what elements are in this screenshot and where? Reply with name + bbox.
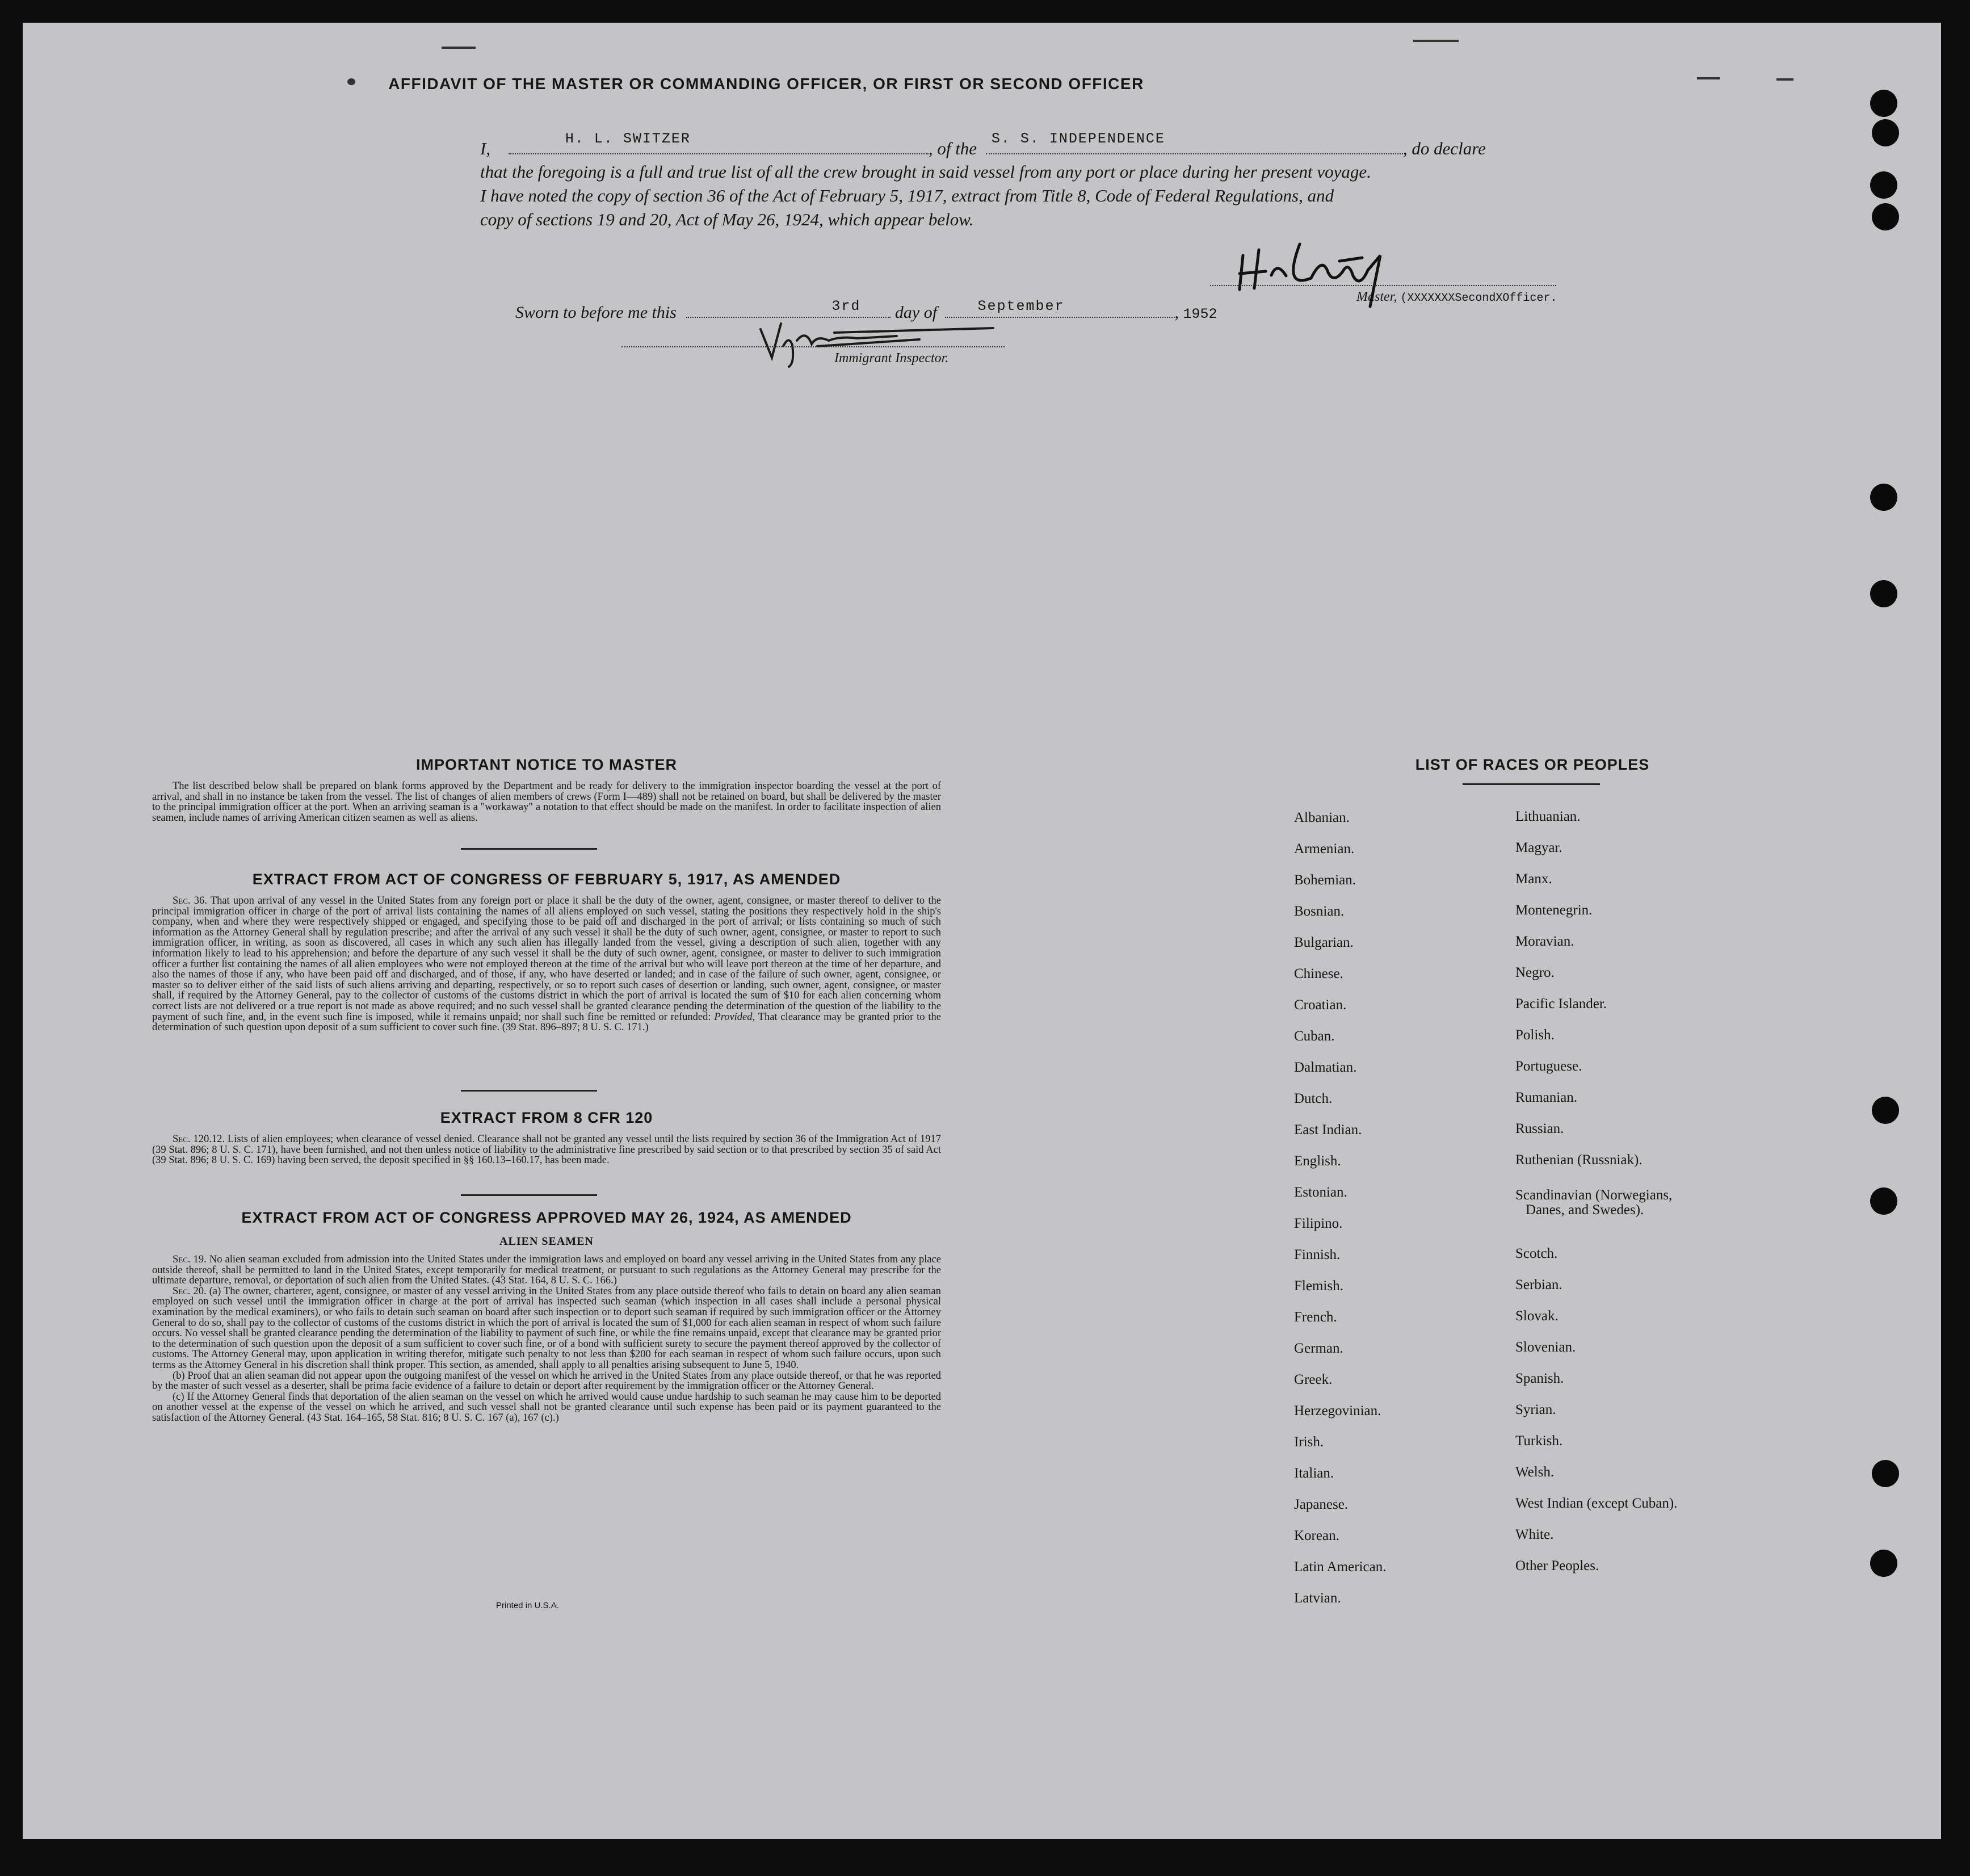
sworn-line: Sworn to before me this 3rd day of September , 1952 (515, 298, 1217, 322)
race-item: Rumanian. (1515, 1090, 1578, 1105)
day-of-label: day of (894, 303, 938, 322)
race-item: French. (1294, 1310, 1337, 1325)
punch-hole (1872, 119, 1899, 146)
extract-1917-title: EXTRACT FROM ACT OF CONGRESS OF FEBRUARY 5, 1917, AS AMENDED (252, 871, 841, 888)
sec20b-text: (b) Proof that an alien seaman did not appear upon the outgoing manifest of the vessel on which he arrived in the United States from any place outside thereof, or that he was reported by the master of such vessel as a deserter, shall be prima facie evidence of a failure to detain or deport after requirement by the immigration officer or the Attorney General. (152, 1370, 941, 1392)
sec19-text: No alien seaman excluded from admission into the United States under the immigration laws and employed on board any vessel arriving in the United States from any place outside thereof, shall be permitted to land in the United States, except temporarily for medical treatment, or pursuant to such regulations as the Attorney General may prescribe for the ultimate departure, removal, or deportation of such alien from the United States. (43 Stat. 164, 8 U. S. C. 166.) (152, 1254, 942, 1287)
notice-text: The list described below shall be prepared on blank forms approved by the Department and be ready for delivery to the immigration inspector boarding the vessel at the port of arrival, and shall in no instance be taken from the vessel. The list of changes of alien members of crews (Form I—489) shall not be retained on board, but shall be delivered by the master to the principal immigration officer at the port. When an arriving seaman is a "workaway" a notation to that effect should be made on the manifest. In order to facilitate inspection of alien seamen, include names of arriving American citizen seamen as well as aliens. (152, 780, 941, 824)
notice-title: IMPORTANT NOTICE TO MASTER (416, 756, 677, 773)
extract-cfr-title: EXTRACT FROM 8 CFR 120 (440, 1109, 653, 1126)
master-signature-line (1210, 285, 1556, 286)
race-item: Croatian. (1294, 997, 1347, 1013)
vessel-name-field (986, 131, 1403, 154)
master-caption-label: Master, (1356, 289, 1397, 304)
race-item: Syrian. (1515, 1402, 1556, 1417)
scan-mark (1776, 78, 1793, 81)
race-item: Spanish. (1515, 1371, 1564, 1386)
race-item: Magyar. (1515, 840, 1562, 855)
race-item: Welsh. (1515, 1464, 1555, 1480)
race-item: Polish. (1515, 1027, 1555, 1043)
race-item: Flemish. (1294, 1278, 1343, 1294)
race-item: Negro. (1515, 965, 1555, 980)
punch-hole (1870, 580, 1897, 607)
document-page (23, 23, 1941, 1839)
race-item: Bulgarian. (1294, 935, 1354, 950)
race-item: Lithuanian. (1515, 809, 1581, 824)
sec36-text-end: That clearance may be granted prior to the determination of such question upon deposit of a sum sufficient to cover such fine. (39 Stat. 896–897; 8 U. S. C. 171.) (152, 1011, 942, 1034)
scan-mark (1413, 40, 1459, 42)
affidavit-title: AFFIDAVIT OF THE MASTER OR COMMANDING OFFICER, OR FIRST OR SECOND OFFICER (388, 75, 1144, 93)
race-item: Dutch. (1294, 1091, 1333, 1106)
punch-hole (1872, 203, 1899, 230)
race-item: Italian. (1294, 1466, 1334, 1481)
race-item: Estonian. (1294, 1185, 1347, 1200)
race-item: Herzegovinian. (1294, 1403, 1381, 1418)
punch-hole (1870, 1187, 1897, 1215)
sworn-month-value: September (977, 298, 1065, 314)
sec120-text: Lists of alien employees; when clearance of vessel denied. Clearance shall not be granted any vessel until the lists required by section 36 of the Immigration Act of 1917 (39 Stat. 896; 8 U. S. C. 171), have been furnished, and not then unless notice of liability to the administrative fine prescribed by said section or to that prescribed by section 35 of said Act (39 Stat. 896; 8 U. S. C. 169) having been served, the deposit specified in §§ 160.13–160.17, has been made. (152, 1134, 941, 1166)
races-title: LIST OF RACES OR PEOPLES (1415, 756, 1650, 773)
i-label: I, (480, 139, 491, 158)
race-item: Bohemian. (1294, 872, 1356, 888)
divider (461, 1194, 597, 1196)
scan-mark (1697, 77, 1720, 79)
inspector-signature-line (621, 346, 1005, 347)
race-item: Dalmatian. (1294, 1060, 1357, 1075)
vessel-name-value: S. S. INDEPENDENCE (991, 131, 1165, 147)
punch-hole (1872, 1097, 1899, 1124)
notice-body (152, 781, 941, 823)
race-item: Latin American. (1294, 1559, 1387, 1575)
race-item: Korean. (1294, 1528, 1339, 1543)
sec20c-text: (c) If the Attorney General finds that deportation of the alien seaman on the vessel on which he arrived would cause undue hardship to such seaman he may cause him to be deported on another vessel at the expense of the vessel on which he arrived, and such vessel shall not be granted clearance until such expense has been paid or its payment guaranteed to the satisfaction of the Attorney General. (43 Stat. 164–165, 58 Stat. 816; 8 U. S. C. 167 (a), 167 (c).) (152, 1391, 941, 1424)
sec36-text: That upon arrival of any vessel in the United States from any foreign port or place it shall be the duty of the owner, agent, consignee, or master thereof to deliver to the principal immigration officer in charge of the port of arrival lists containing the names of all aliens employed on such vessel, stating the positions they respectively hold in the ship's company, when and where they were respectively shipped or engaged, and specifying those to be paid off and discharged in the port of arrival; or lists containing so much of such information as the Attorney General shall by regulation prescribe; and after the arrival of any such vessel it shall be the duty of such owner, agent, consignee, or master to report to such immigration officer, in writing, as soon as discovered, all cases in which any such alien has illegally landed from the vessel, giving a description of such alien, together with any information likely to lead to his apprehension; and before the departure of any such vessel it shall be the duty of such owner, agent, consignee, or master to deliver to such immigration officer a further list containing the names of all alien employees who were not employed thereon at the time of the arrival but who will leave port thereon at the time of her departure, and also the names of those if any, who have been paid off and discharged, and of those, if any, who have deserted or landed; and in case of the failure of such owner, agent, consignee, or master so to deliver either of the said lists of such aliens arriving and departing, respectively, or so to report such cases of desertion or landing, such owner, agent, consignee, or master shall, if required by the Attorney General, pay to the collector of customs of the customs district in which the port of arrival is located the sum of $10 for each alien concerning whom correct lists are not delivered or a true report is not made as above required; and no such vessel shall be granted clearance pending the determination of the question of the liability to the payment of such fine, and, in the event such fine is imposed, while it remains unpaid; nor shall such fine be remitted or refunded: (152, 895, 941, 1023)
declaration-line-1 (480, 131, 1570, 160)
race-item: Slovenian. (1515, 1340, 1576, 1355)
race-item: Scotch. (1515, 1246, 1558, 1261)
race-item: Latvian. (1294, 1590, 1341, 1606)
declaration-line-2: that the foregoing is a full and true list of all the crew brought in said vessel from any port or place during her present voyage. (480, 162, 1371, 182)
sec120-label: Sec. 120.12. (173, 1134, 225, 1145)
race-item: Slovak. (1515, 1308, 1559, 1324)
race-item: Greek. (1294, 1372, 1333, 1387)
race-item: Russian. (1515, 1121, 1564, 1136)
officer-name-value: H. L. SWITZER (565, 131, 691, 147)
sworn-year-value: 1952 (1183, 306, 1217, 322)
race-item: East Indian. (1294, 1122, 1362, 1138)
race-item: Pacific Islander. (1515, 996, 1607, 1012)
race-item: Armenian. (1294, 841, 1355, 857)
divider (461, 1090, 597, 1092)
race-item: Ruthenian (Russniak). (1515, 1152, 1643, 1168)
sworn-label: Sworn to before me this (515, 303, 677, 322)
punch-hole (1870, 484, 1897, 511)
printed-in-label: Printed in U.S.A. (496, 1601, 559, 1610)
extract-1924-body (152, 1254, 941, 1424)
inspector-caption: Immigrant Inspector. (834, 351, 949, 366)
affidavit-declaration (480, 131, 1570, 232)
punch-hole (1870, 1550, 1897, 1577)
race-item: Moravian. (1515, 934, 1574, 949)
extract-1917-body (152, 896, 941, 1033)
race-item: Scandinavian (Norwegians, (1515, 1187, 1673, 1203)
races-title-rule (1463, 783, 1600, 785)
race-item: Irish. (1294, 1434, 1324, 1450)
extract-1924-title: EXTRACT FROM ACT OF CONGRESS APPROVED MAY 26, 1924, AS AMENDED (241, 1209, 852, 1226)
punch-hole (1872, 1460, 1899, 1487)
race-item: Other Peoples. (1515, 1558, 1599, 1573)
race-item: Montenegrin. (1515, 903, 1593, 918)
provided-word: Provided, (714, 1011, 755, 1023)
officer-caption-struck: (XXXXXXXSecondXOfficer. (1400, 292, 1557, 305)
scan-mark (442, 47, 476, 49)
race-item: Turkish. (1515, 1433, 1563, 1449)
of-the-label: , of the (928, 139, 977, 158)
punch-hole (1870, 90, 1897, 117)
divider (461, 848, 597, 850)
race-item: White. (1515, 1527, 1554, 1542)
master-caption (1356, 289, 1557, 305)
race-item: Portuguese. (1515, 1059, 1582, 1074)
race-item: Cuban. (1294, 1029, 1335, 1044)
race-item: Serbian. (1515, 1277, 1562, 1292)
do-declare-label: , do declare (1402, 139, 1486, 158)
extract-cfr-body (152, 1134, 941, 1166)
sec36-label: Sec. 36. (173, 895, 207, 906)
alien-seamen-subtitle: ALIEN SEAMEN (499, 1235, 594, 1248)
declaration-line-4: copy of sections 19 and 20, Act of May 26, 1924, which appear below. (480, 209, 974, 229)
race-item: Filipino. (1294, 1216, 1343, 1231)
sworn-day-value: 3rd (831, 298, 861, 314)
sec20-label: Sec. 20. (173, 1285, 207, 1297)
race-item-continued: Danes, and Swedes). (1526, 1202, 1644, 1218)
race-item: Bosnian. (1294, 904, 1345, 919)
officer-name-field (509, 131, 929, 154)
race-item: West Indian (except Cuban). (1515, 1496, 1678, 1511)
race-item: Chinese. (1294, 966, 1343, 981)
punch-hole (1870, 171, 1897, 199)
race-item: German. (1294, 1341, 1343, 1356)
sec20a-text: (a) The owner, charterer, agent, consignee, or master of any vessel arriving in the United States from any place outside thereof who fails to detain on board any alien seaman employed on such vessel until the immigration officer in charge at the port of arrival has inspected such seaman (which inspection in all cases shall include a personal physical examination by the medical examiners), or who fails to detain such seaman on board after such inspection or to deport such seaman if required by such immigration officer or the Attorney General to do so, shall pay to the collector of customs of the customs district in which the port of arrival is located the sum of $1,000 for each alien seaman in respect of whom such failure occurs. No vessel shall be granted clearance pending the determination of the liability to payment of such fine, or while the fine remains unpaid, except that clearance may be granted prior to the determination of such question upon the deposit of a sum sufficient to cover such fine, or of a bond with sufficient surety to secure the payment thereof approved by the collector of customs. The Attorney General may, upon application in writing therefor, mitigate such penalty to not less than $200 for each seaman in respect of whom such failure occurs, upon such terms as the Attorney General in his discretion shall think proper. This section, as amended, shall apply to all penalties arising subsequent to June 5, 1940. (152, 1285, 941, 1371)
race-item: Manx. (1515, 871, 1552, 887)
declaration-line-3: I have noted the copy of section 36 of the Act of February 5, 1917, extract from Title 8, Code of Federal Regulations, and (480, 186, 1334, 205)
race-item: Finnish. (1294, 1247, 1341, 1262)
race-item: Japanese. (1294, 1497, 1349, 1512)
sec19-label: Sec. 19. (173, 1254, 207, 1265)
race-item: Albanian. (1294, 810, 1350, 825)
race-item: English. (1294, 1153, 1341, 1169)
